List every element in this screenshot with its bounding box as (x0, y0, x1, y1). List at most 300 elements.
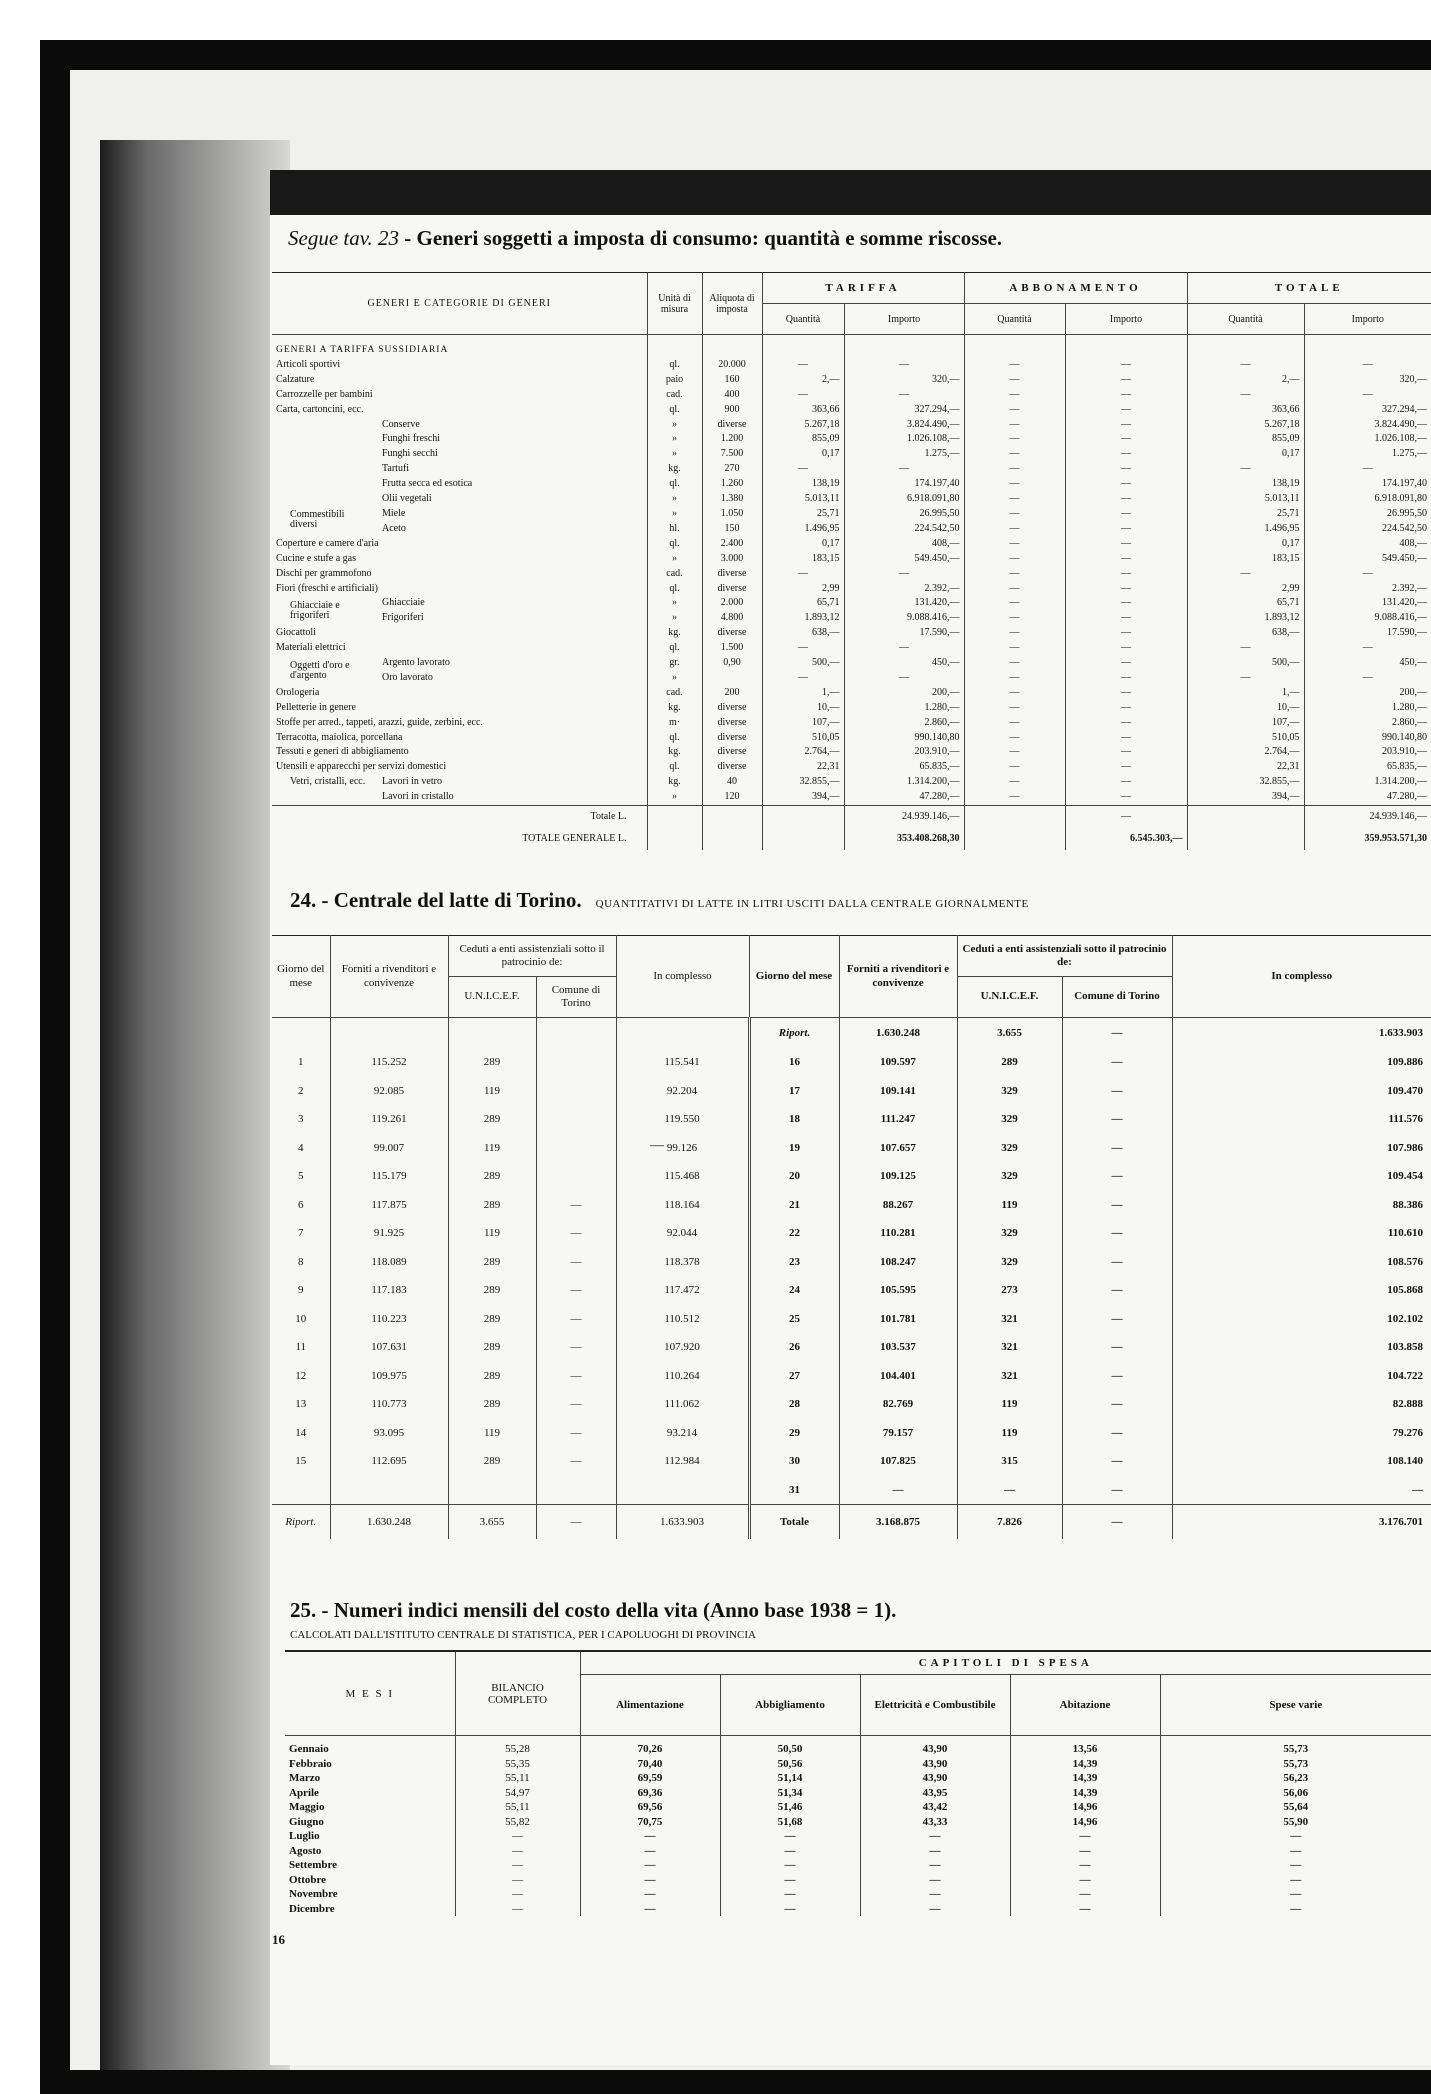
s25-cell: 51,46 (720, 1800, 860, 1815)
s23-cell: 549.450,— (844, 552, 964, 567)
s23-cell: — (1187, 358, 1304, 373)
s25-cell: — (1160, 1844, 1431, 1859)
s23-cell: 1.893,12 (1187, 611, 1304, 626)
s24-right-cell: 329 (957, 1248, 1062, 1277)
group-oggetti: Oggetti d'oro e d'argento (290, 660, 350, 681)
s24-right-cell: — (1062, 1162, 1172, 1191)
s23-cell: — (964, 716, 1065, 731)
s24-right-cell: 16 (749, 1048, 839, 1077)
s24-right-cell: Totale (749, 1505, 839, 1540)
s24-left-cell: 112.695 (330, 1447, 448, 1476)
s23-cell: 20.000 (702, 358, 762, 373)
s25-cell: — (860, 1887, 1010, 1902)
h-q1: Quantità (762, 304, 844, 335)
s25-cell: 14,39 (1010, 1771, 1160, 1786)
s23-cell: 990.140,80 (1304, 731, 1431, 746)
s24-right-cell: — (1062, 1134, 1172, 1163)
s23-cell: — (1065, 686, 1187, 701)
s23-cell: — (1065, 492, 1187, 507)
s23-cell: — (964, 626, 1065, 641)
s25-cell: 70,75 (580, 1815, 720, 1830)
s24-right-cell: 29 (749, 1419, 839, 1448)
s25-cell: — (1160, 1902, 1431, 1917)
s23-row (272, 731, 1431, 746)
s23-cell: — (762, 462, 844, 477)
s24-row (272, 1333, 1431, 1362)
s23-cell: 2.392,— (844, 582, 964, 597)
s24-left-cell (616, 1018, 749, 1049)
s25-cell: 43,90 (860, 1757, 1010, 1772)
s23-row (272, 596, 1431, 611)
s23-cell: — (964, 373, 1065, 388)
s25-cell: 55,90 (1160, 1815, 1431, 1830)
s23-cell: 47.280,— (844, 790, 964, 805)
s23-cell: 47.280,— (1304, 790, 1431, 805)
s25-cell: 55,73 (1160, 1757, 1431, 1772)
s24-right-cell: 20 (749, 1162, 839, 1191)
s23-cell: 17.590,— (1304, 626, 1431, 641)
s23-cell: 2,99 (1187, 582, 1304, 597)
s23-cell: 855,09 (762, 432, 844, 447)
s25-number: 25. (290, 1598, 317, 1622)
s25-cell: — (720, 1873, 860, 1888)
s23-cell: ql. (647, 537, 702, 552)
s23-cell: 0,17 (1187, 447, 1304, 462)
s23-cell: — (964, 552, 1065, 567)
s23-cell: — (964, 582, 1065, 597)
s24-left-cell: 110.223 (330, 1305, 448, 1334)
s23-cell: — (762, 358, 844, 373)
s23-cell: 2.392,— (1304, 582, 1431, 597)
s24-row (272, 1105, 1431, 1134)
s23-cell: Frigoriferi (382, 612, 424, 624)
s23-cell: 1.026.108,— (844, 432, 964, 447)
s23-cell: — (1065, 745, 1187, 760)
s23-cell: 203.910,— (1304, 745, 1431, 760)
s24-left-cell: 289 (448, 1390, 536, 1419)
s25-row (285, 1786, 1431, 1801)
s24-right-cell: 107.825 (839, 1447, 957, 1476)
s25-row (285, 1873, 1431, 1888)
s23-cell: 65,71 (1187, 596, 1304, 611)
tot-gen-tot: 359.953.571,30 (1304, 828, 1431, 850)
s23-cell: — (964, 447, 1065, 462)
s23-cell: — (1065, 731, 1187, 746)
s24-table (272, 935, 1431, 1539)
s24-left-cell: Riport. (272, 1505, 330, 1540)
s24-left-cell: 289 (448, 1105, 536, 1134)
s23-row (272, 760, 1431, 775)
s23-cell: — (1187, 462, 1304, 477)
s24-left-cell (330, 1476, 448, 1505)
s23-cell: 408,— (1304, 537, 1431, 552)
s23-row (272, 582, 1431, 597)
s23-cell: » (647, 596, 702, 611)
s25-cell: — (1160, 1858, 1431, 1873)
s24-left-cell: 119 (448, 1134, 536, 1163)
s24-right-cell: 24 (749, 1276, 839, 1305)
s24-row (272, 1048, 1431, 1077)
s23-cell: 5.267,18 (762, 418, 844, 433)
s23-cell: — (1065, 671, 1187, 686)
s25-cell: 14,39 (1010, 1786, 1160, 1801)
totale-abb: — (1065, 806, 1187, 829)
s25-cell: 70,40 (580, 1757, 720, 1772)
h-abbonamento: ABBONAMENTO (964, 273, 1187, 304)
s23-row (272, 507, 1431, 522)
s25-cell: 55,35 (455, 1757, 580, 1772)
s23-cell: — (1065, 418, 1187, 433)
s23-cell: 1.280,— (844, 701, 964, 716)
s24-left-cell: 119.261 (330, 1105, 448, 1134)
s24-left-cell: — (536, 1390, 616, 1419)
s23-cell: 10,— (1187, 701, 1304, 716)
s23-cell: 5.267,18 (1187, 418, 1304, 433)
s24-left-cell (536, 1134, 616, 1163)
s24-right-cell: — (1062, 1305, 1172, 1334)
s24-right-cell: 105.868 (1172, 1276, 1431, 1305)
s23-cell: — (1065, 507, 1187, 522)
s25-cell: — (580, 1844, 720, 1859)
s24-right-cell: — (957, 1476, 1062, 1505)
s24-right-cell: Riport. (749, 1018, 839, 1049)
s23-cell: Tartufi (382, 463, 410, 475)
s23-cell: — (1065, 522, 1187, 537)
s24-right-cell: 3.655 (957, 1018, 1062, 1049)
s24-right-cell: — (1062, 1390, 1172, 1419)
s25-cell: — (1010, 1829, 1160, 1844)
h24-giorno-l: Giorno del mese (272, 936, 330, 1018)
h24-forniti-l: Forniti a rivenditori e convivenze (330, 936, 448, 1018)
s25-cell: 43,42 (860, 1800, 1010, 1815)
s25-cell: 69,56 (580, 1800, 720, 1815)
s24-right-cell: — (1062, 1105, 1172, 1134)
s23-cell: Carrozzelle per bambini (276, 388, 373, 400)
s23-cell (702, 671, 762, 686)
s23-cell: ql. (647, 582, 702, 597)
s24-left-cell: 93.214 (616, 1419, 749, 1448)
s24-right-cell: 108.576 (1172, 1248, 1431, 1277)
s23-cell: 0,17 (1187, 537, 1304, 552)
s24-right-cell: 109.125 (839, 1162, 957, 1191)
s24-left-cell: 2 (298, 1084, 304, 1097)
s23-cell: — (964, 686, 1065, 701)
s24-right-cell: 329 (957, 1134, 1062, 1163)
s24-right-cell: 101.781 (839, 1305, 957, 1334)
s24-right-cell: 109.597 (839, 1048, 957, 1077)
s23-cell: diverse (702, 418, 762, 433)
s23-cell: — (844, 462, 964, 477)
s25-cell: — (860, 1829, 1010, 1844)
s25-cell: — (455, 1858, 580, 1873)
s23-cell: Utensili e apparecchi per servizi domestici (276, 761, 447, 773)
s24-left-cell: 289 (448, 1333, 536, 1362)
s25-cell: — (580, 1873, 720, 1888)
s23-cell: 408,— (844, 537, 964, 552)
s23-cell: 0,17 (762, 447, 844, 462)
s25-row (285, 1887, 1431, 1902)
s24-left-cell: 117.183 (330, 1276, 448, 1305)
s23-cell: 1.496,95 (1187, 522, 1304, 537)
s25-title (290, 1598, 896, 1623)
s23-cell: Tessuti e generi di abbigliamento (276, 746, 409, 758)
s24-left-cell: — (536, 1276, 616, 1305)
s24-left-cell: 92.204 (616, 1077, 749, 1106)
s23-cell: diverse (702, 701, 762, 716)
s24-right-cell: 107.657 (839, 1134, 957, 1163)
s23-cell: 2.860,— (844, 716, 964, 731)
s24-right-cell: 82.769 (839, 1390, 957, 1419)
s24-right-cell: 17 (749, 1077, 839, 1106)
s24-right-cell: 105.595 (839, 1276, 957, 1305)
s24-left-cell: 110.512 (616, 1305, 749, 1334)
s25-cell: 14,96 (1010, 1800, 1160, 1815)
totale-tariffa: 24.939.146,— (844, 806, 964, 829)
s24-right-cell: 102.102 (1172, 1305, 1431, 1334)
s25-row (285, 1771, 1431, 1786)
s24-right-cell: — (1062, 1018, 1172, 1049)
s23-cell: 320,— (844, 373, 964, 388)
s23-cell: Lavori in cristallo (382, 791, 454, 803)
s24-left-cell: 112.984 (616, 1447, 749, 1476)
s23-row (272, 701, 1431, 716)
s24-left-cell: 119 (448, 1219, 536, 1248)
s23-cell: — (1065, 373, 1187, 388)
s25-cell: 13,56 (1010, 1736, 1160, 1757)
s25-cell: 55,11 (455, 1800, 580, 1815)
s24-left-cell: 110.773 (330, 1390, 448, 1419)
s25-cell: 51,34 (720, 1786, 860, 1801)
s23-cell: kg. (647, 775, 702, 790)
s25-cell: 55,82 (455, 1815, 580, 1830)
s24-row (272, 1362, 1431, 1391)
s23-row (272, 537, 1431, 552)
s24-right-cell: — (1062, 1219, 1172, 1248)
s24-right-cell: 329 (957, 1105, 1062, 1134)
s23-cell: — (964, 537, 1065, 552)
h24-unicef-r: U.N.I.C.E.F. (957, 977, 1062, 1018)
s24-right-cell: 109.141 (839, 1077, 957, 1106)
s23-cell: 394,— (1187, 790, 1304, 805)
s23-cell: Stoffe per arred., tappeti, arazzi, guide, zerbini, ecc. (276, 716, 483, 728)
s24-row (272, 1077, 1431, 1106)
s24-right-cell: 26 (749, 1333, 839, 1362)
s25-row (285, 1829, 1431, 1844)
s23-cell: — (1304, 358, 1431, 373)
s24-left-cell: 8 (298, 1255, 304, 1268)
s24-left-cell (330, 1018, 448, 1049)
s23-cell: 183,15 (762, 552, 844, 567)
s24-right-cell: — (839, 1476, 957, 1505)
s24-right-cell: — (1062, 1362, 1172, 1391)
s23-cell: Funghi secchi (382, 448, 438, 460)
s25-cell: — (720, 1844, 860, 1859)
s24-right-cell: 329 (957, 1077, 1062, 1106)
s23-cell: — (964, 790, 1065, 805)
s23-cell: 1.026.108,— (1304, 432, 1431, 447)
s25-cell: — (1010, 1887, 1160, 1902)
s24-right-cell: 321 (957, 1333, 1062, 1362)
s23-cell: 131.420,— (844, 596, 964, 611)
s24-left-cell (272, 1018, 330, 1049)
s25-table (285, 1650, 1431, 1916)
s24-left-cell: 118.089 (330, 1248, 448, 1277)
s23-cell: Lavori in vetro (382, 776, 442, 788)
s24-left-cell: 99.126 (616, 1134, 749, 1163)
s25-cell: 55,73 (1160, 1736, 1431, 1757)
s23-cell: » (647, 671, 702, 686)
s24-left-cell: 91.925 (330, 1219, 448, 1248)
s24-left-cell: 11 (295, 1341, 307, 1354)
category-head: GENERI A TARIFFA SUSSIDIARIA (276, 345, 449, 355)
s23-cell: paio (647, 373, 702, 388)
s24-left-cell: 289 (448, 1191, 536, 1220)
s23-cell: Coperture e camere d'aria (276, 537, 379, 549)
s24-left-cell: 12 (295, 1369, 307, 1382)
s25-cell: — (720, 1887, 860, 1902)
s23-row (272, 373, 1431, 388)
s25-cell: 50,50 (720, 1736, 860, 1757)
s23-cell: Orologeria (276, 686, 320, 698)
h-i2: Importo (1065, 304, 1187, 335)
s23-cell: diverse (702, 582, 762, 597)
s23-cell: — (1065, 656, 1187, 671)
s24-right-cell: 107.986 (1172, 1134, 1431, 1163)
s24-left-cell: 109.975 (330, 1362, 448, 1391)
s23-cell: ql. (647, 731, 702, 746)
s23-cell: 203.910,— (844, 745, 964, 760)
s23-cell: ql. (647, 477, 702, 492)
s23-cell: — (1304, 567, 1431, 582)
s25-cell: — (455, 1829, 580, 1844)
s23-cell: — (1065, 447, 1187, 462)
s24-left-cell (536, 1476, 616, 1505)
s23-cell: 363,66 (762, 403, 844, 418)
s23-cell: 40 (702, 775, 762, 790)
h25-spese-varie: Spese varie (1160, 1675, 1431, 1736)
s24-left-cell: 289 (448, 1248, 536, 1277)
s25-row (285, 1736, 1431, 1757)
s23-cell: 270 (702, 462, 762, 477)
h24-complesso-r: In complesso (1172, 936, 1431, 1018)
s23-cell: 65,71 (762, 596, 844, 611)
s23-cell: 10,— (762, 701, 844, 716)
s23-cell: » (647, 492, 702, 507)
s24-right-cell: 329 (957, 1219, 1062, 1248)
s23-cell: 32.855,— (1187, 775, 1304, 790)
s24-right-cell: — (1062, 1248, 1172, 1277)
s24-right-cell: — (1172, 1476, 1431, 1505)
s23-cell: cad. (647, 388, 702, 403)
h-totale: TOTALE (1187, 273, 1431, 304)
s23-cell: kg. (647, 745, 702, 760)
s23-cell: 900 (702, 403, 762, 418)
s23-cell: gr. (647, 656, 702, 671)
s24-right-cell: 21 (749, 1191, 839, 1220)
s23-cell: 107,— (762, 716, 844, 731)
s23-row (272, 656, 1431, 671)
s23-cell: 638,— (1187, 626, 1304, 641)
s23-cell: 2,— (1187, 373, 1304, 388)
s23-cell: — (964, 388, 1065, 403)
s24-left-cell: 10 (295, 1312, 307, 1325)
s23-cell: — (1065, 596, 1187, 611)
s24-right-cell: 109.454 (1172, 1162, 1431, 1191)
s23-cell: 174.197,40 (1304, 477, 1431, 492)
s25-cell: — (455, 1902, 580, 1917)
s23-cell: diverse (702, 745, 762, 760)
s23-cell: — (844, 388, 964, 403)
s25-cell: — (455, 1844, 580, 1859)
s25-cell: — (580, 1829, 720, 1844)
s24-right-cell: 289 (957, 1048, 1062, 1077)
s24-right-cell: 88.386 (1172, 1191, 1431, 1220)
h25-abbigliamento: Abbigliamento (720, 1675, 860, 1736)
s24-left-cell: 92.044 (616, 1219, 749, 1248)
s25-cell: Giugno (289, 1815, 324, 1828)
s23-cell: 3.824.490,— (1304, 418, 1431, 433)
s23-cell: 22,31 (762, 760, 844, 775)
s25-cell: Novembre (289, 1888, 338, 1900)
s23-cell: 6.918.091,80 (844, 492, 964, 507)
s23-cell: » (647, 552, 702, 567)
s24-row-riport (272, 1018, 1431, 1049)
s23-cell: — (1065, 611, 1187, 626)
s23-cell: — (1065, 462, 1187, 477)
s25-cell: — (580, 1902, 720, 1917)
s23-cell: — (1187, 388, 1304, 403)
s25-cell: — (455, 1887, 580, 1902)
s24-right-cell: 18 (749, 1105, 839, 1134)
s25-cell: Dicembre (289, 1902, 335, 1915)
s25-cell: — (1010, 1902, 1160, 1917)
s23-cell: — (1065, 701, 1187, 716)
s23-cell: Cucine e stufe a gas (276, 552, 356, 564)
s23-cell: — (1065, 790, 1187, 805)
s23-cell: 1.496,95 (762, 522, 844, 537)
s24-row (272, 1305, 1431, 1334)
h25-capitoli: CAPITOLI DI SPESA (580, 1651, 1431, 1675)
s23-cell: Oro lavorato (382, 671, 433, 683)
s24-left-cell: 9 (298, 1284, 304, 1297)
s23-cell: — (1187, 567, 1304, 582)
s23-cell: — (964, 567, 1065, 582)
s23-cell: 549.450,— (1304, 552, 1431, 567)
s25-cell: Luglio (289, 1830, 320, 1842)
s23-row (272, 567, 1431, 582)
s23-title-text: - Generi soggetti a imposta di consumo: quantità e somme riscosse. (399, 226, 1003, 250)
s25-cell: 51,68 (720, 1815, 860, 1830)
s23-row (272, 671, 1431, 686)
h-q2: Quantità (964, 304, 1065, 335)
s24-right-cell: 7.826 (957, 1505, 1062, 1540)
s23-row (272, 686, 1431, 701)
s25-cell: Settembre (289, 1859, 338, 1871)
s23-title-prefix: Segue tav. 23 (288, 226, 399, 250)
group-vetri: Vetri, cristalli, ecc. (290, 776, 366, 787)
s23-row (272, 492, 1431, 507)
s24-left-cell (536, 1018, 616, 1049)
s23-row (272, 432, 1431, 447)
s24-left-cell: 119 (448, 1077, 536, 1106)
s24-right-cell: — (1062, 1447, 1172, 1476)
s24-right-cell: 109.470 (1172, 1077, 1431, 1106)
s24-right-cell: 23 (749, 1248, 839, 1277)
s25-cell: — (1010, 1858, 1160, 1873)
s23-cell: 1,— (1187, 686, 1304, 701)
s24-left-cell: 111.062 (616, 1390, 749, 1419)
s24-number: 24. (290, 888, 317, 912)
